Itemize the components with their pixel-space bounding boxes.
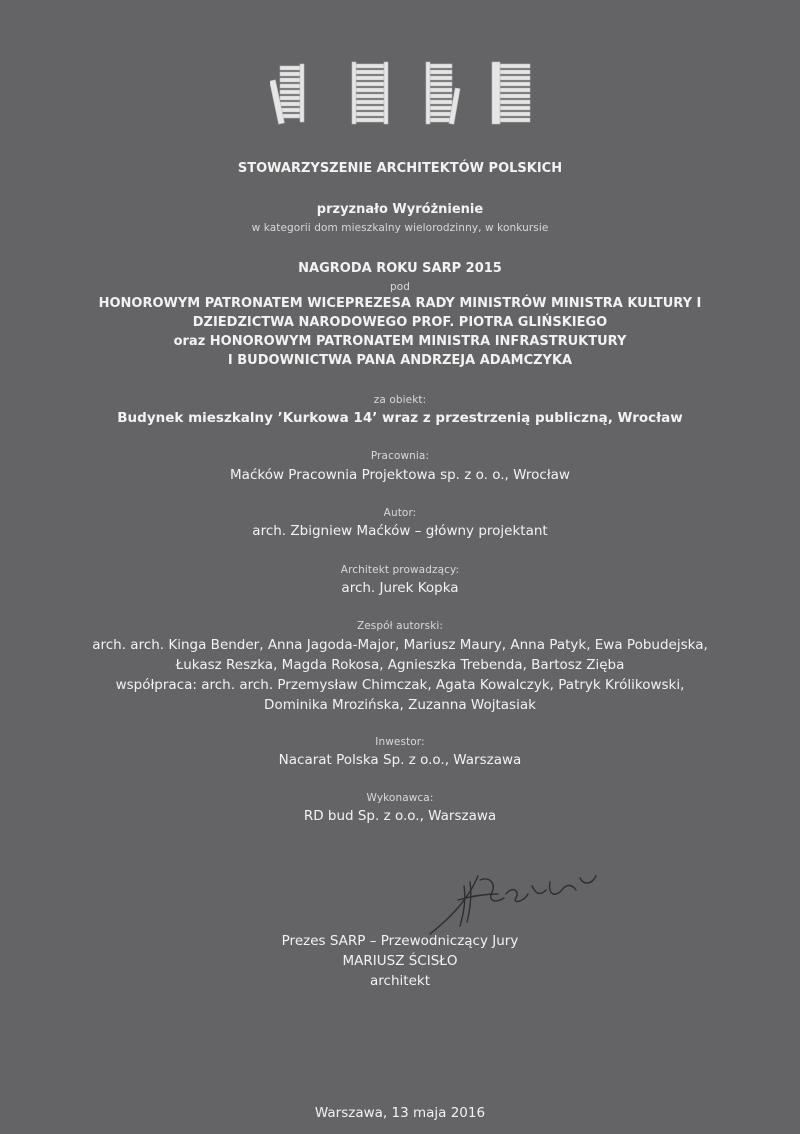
patronage-line: HONOROWYM PATRONATEM WICEPREZESA RADY MINISTRÓW MINISTRA KULTURY I bbox=[98, 296, 702, 311]
signatory-role: Prezes SARP – Przewodniczący Jury bbox=[281, 933, 519, 949]
lead-architect-value: arch. Jurek Kopka bbox=[341, 580, 459, 596]
team-label: Zespół autorski: bbox=[356, 620, 444, 632]
patronage-line: oraz HONOROWYM PATRONATEM MINISTRA INFRASTRUKTURY bbox=[173, 334, 627, 349]
team-line: arch. arch. Kinga Bender, Anna Jagoda-Major, Mariusz Maury, Anna Patyk, Ewa Pobudejska, bbox=[92, 637, 708, 653]
patronage-line: I BUDOWNICTWA PANA ANDRZEJA ADAMCZYKA bbox=[227, 353, 573, 368]
award-granted: przyznało Wyróżnienie bbox=[316, 202, 484, 217]
organization-name: STOWARZYSZENIE ARCHITEKTÓW POLSKICH bbox=[237, 161, 563, 176]
place-and-date: Warszawa, 13 maja 2016 bbox=[314, 1105, 486, 1121]
pod-label: pod bbox=[389, 281, 411, 293]
studio-label: Pracownia: bbox=[370, 450, 430, 462]
author-label: Autor: bbox=[383, 507, 417, 519]
contractor-value: RD bud Sp. z o.o., Warszawa bbox=[303, 808, 497, 824]
author-value: arch. Zbigniew Maćków – główny projektant bbox=[252, 523, 548, 539]
team-line: Dominika Mrozińska, Zuzanna Wojtasiak bbox=[264, 697, 536, 713]
signatory-title: architekt bbox=[370, 973, 430, 989]
studio-value: Maćków Pracownia Projektowa sp. z o. o., Wrocław bbox=[230, 467, 570, 483]
object-label: za obiekt: bbox=[373, 394, 427, 406]
competition-name: NAGRODA ROKU SARP 2015 bbox=[298, 261, 502, 276]
patronage-line: DZIEDZICTWA NARODOWEGO PROF. PIOTRA GLIŃSKIEGO bbox=[192, 315, 608, 330]
team-line: współpraca: arch. arch. Przemysław Chimczak, Agata Kowalczyk, Patryk Królikowski, bbox=[115, 677, 685, 693]
object-value: Budynek mieszkalny ’Kurkowa 14’ wraz z przestrzenią publiczną, Wrocław bbox=[117, 410, 683, 426]
category-line: w kategorii dom mieszkalny wielorodzinny, w konkursie bbox=[251, 222, 549, 234]
contractor-label: Wykonawca: bbox=[366, 792, 434, 804]
handwritten-signature bbox=[420, 860, 610, 940]
investor-value: Nacarat Polska Sp. z o.o., Warszawa bbox=[278, 752, 522, 768]
signatory-name: MARIUSZ ŚCISŁO bbox=[342, 953, 458, 969]
team-line: Łukasz Reszka, Magda Rokosa, Agnieszka Trebenda, Bartosz Zięba bbox=[175, 657, 625, 673]
investor-label: Inwestor: bbox=[375, 736, 425, 748]
sarp-logo bbox=[270, 58, 550, 130]
lead-architect-label: Architekt prowadzący: bbox=[340, 564, 460, 576]
